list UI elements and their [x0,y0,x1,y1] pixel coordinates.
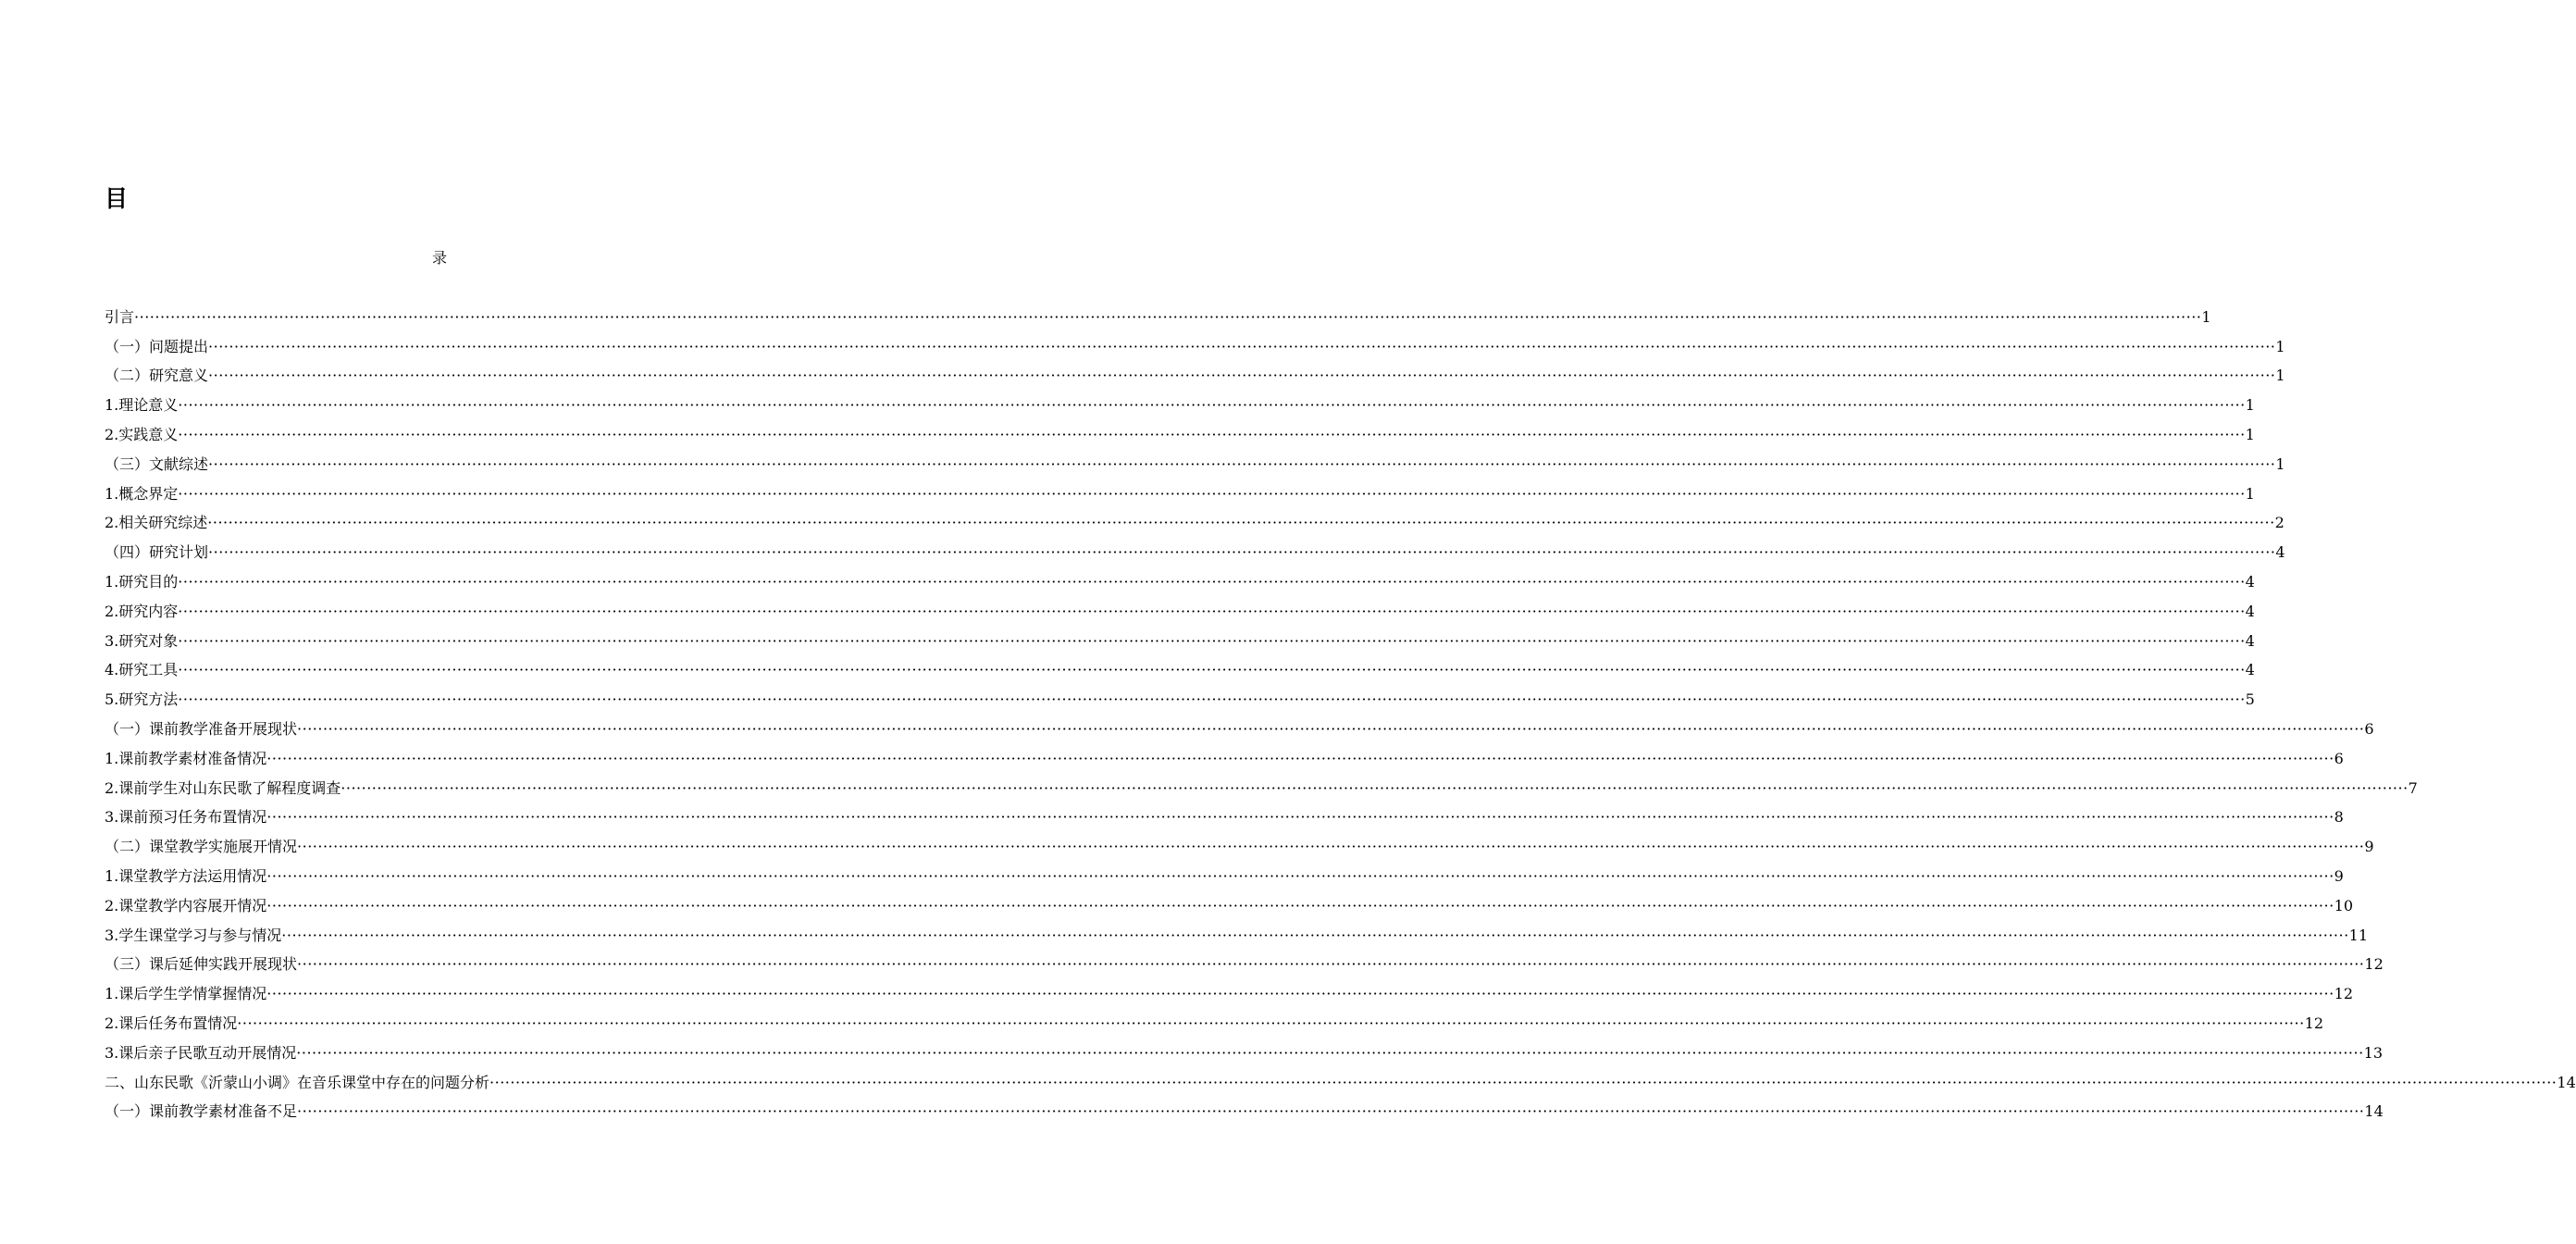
toc-entry-label: 1.研究目的 [105,572,179,591]
toc-dot-leader: ················································································································································································································································································································································································································ [266,896,2334,914]
toc-entry-page-number: 9 [2364,838,2374,856]
toc-entry-page-number: 8 [2334,808,2344,827]
toc-title-first-char: 目 [105,185,129,212]
toc-entry-label: 2.课后任务布置情况 [105,1014,238,1032]
toc-entry[interactable] [105,328,2285,357]
toc-entry[interactable] [105,857,2344,887]
toc-entry[interactable] [105,592,2255,622]
toc-entry-page-number: 11 [2348,926,2369,944]
toc-entry-label: （四）研究计划 [105,543,209,562]
toc-entry-label: （一）课前教学准备开展现状 [105,719,298,738]
toc-entry-label: 2.研究内容 [105,602,179,620]
toc-entry[interactable] [105,740,2344,769]
toc-entry-page-number: 4 [2245,661,2255,679]
table-of-contents [105,298,2576,1122]
toc-entry-page-number: 1 [2275,454,2285,473]
toc-dot-leader: ················································································································································································································································································································································································································ [178,425,2246,443]
toc-entry[interactable] [105,1064,2576,1093]
toc-entry-label: 引言 [105,307,135,326]
toc-entry-label: 1.理论意义 [105,396,179,415]
toc-entry-label: 2.相关研究综述 [105,514,208,532]
toc-dot-leader: ················································································································································································································································································································································································································ [489,1073,2557,1091]
toc-entry[interactable] [105,652,2255,681]
toc-dot-leader: ················································································································································································································································································································································································································ [297,719,2365,738]
toc-dot-leader: ················································································································································································································································································································································································································ [296,1043,2364,1062]
toc-entry-page-number: 6 [2334,749,2344,767]
toc-entry[interactable] [105,680,2255,710]
toc-dot-leader: ················································································································································································································································································································································································································ [208,337,2276,355]
toc-dot-leader: ················································································································································································································································································································································································································ [178,396,2246,415]
toc-entry[interactable] [105,533,2285,563]
toc-entry-page-number: 5 [2245,690,2255,709]
toc-dot-leader: ················································································································································································································································································································································································································ [208,454,2276,473]
toc-dot-leader: ················································································································································································································································································································································································································ [208,367,2276,385]
toc-entry-page-number: 14 [2557,1073,2576,1091]
toc-entry-label: 5.研究方法 [105,690,179,709]
toc-entry[interactable] [105,1093,2384,1123]
toc-entry-page-number: 12 [2364,955,2384,974]
toc-entry[interactable] [105,1034,2384,1064]
toc-entry-label: 2.实践意义 [105,425,179,443]
toc-entry-page-number: 1 [2201,307,2211,326]
toc-entry[interactable] [105,946,2384,976]
toc-entry-label: 2.课堂教学内容展开情况 [105,896,267,914]
toc-dot-leader: ················································································································································································································································································································································································································ [266,749,2334,767]
toc-dot-leader: ················································································································································································································································································································································································································ [297,838,2365,856]
toc-entry-page-number: 14 [2364,1102,2384,1121]
toc-entry-page-number: 12 [2304,1014,2324,1032]
toc-entry-page-number: 9 [2334,866,2344,885]
toc-dot-leader: ················································································································································································································································································································································································································ [178,602,2246,620]
toc-entry[interactable] [105,357,2285,387]
toc-entry-label: （一）问题提出 [105,337,209,355]
toc-entry-page-number: 1 [2275,367,2285,385]
toc-entry-page-number: 2 [2274,514,2285,532]
toc-entry-page-number: 1 [2275,337,2285,355]
toc-entry-label: 4.研究工具 [105,661,179,679]
toc-entry[interactable] [105,916,2369,946]
toc-entry[interactable] [105,799,2344,828]
toc-entry-page-number: 6 [2364,719,2374,738]
toc-entry[interactable] [105,975,2354,1004]
toc-entry-label: 1.课后学生学情掌握情况 [105,985,267,1003]
toc-entry-label: 3.研究对象 [105,631,179,650]
toc-entry-page-number: 10 [2334,896,2354,914]
toc-dot-leader: ················································································································································································································································································································································································································ [178,661,2246,679]
toc-dot-leader: ················································································································································································································································································································································································································ [281,926,2349,944]
toc-dot-leader: ················································································································································································································································································································································································································ [266,985,2334,1003]
toc-entry-label: 1.课堂教学方法运用情况 [105,866,267,885]
toc-dot-leader: ················································································································································································································································································································································································································ [237,1014,2305,1032]
toc-entry[interactable] [105,475,2255,504]
toc-dot-leader: ················································································································································································································································································································································································································ [297,955,2365,974]
toc-dot-leader: ················································································································································································································································································································································································································ [266,866,2334,885]
toc-entry[interactable] [105,416,2255,445]
toc-dot-leader: ················································································································································································································································································································································································································ [208,543,2276,562]
toc-entry-page-number: 12 [2334,985,2354,1003]
toc-entry-label: 3.课前预习任务布置情况 [105,808,267,827]
toc-entry[interactable] [105,769,2418,799]
toc-entry[interactable] [105,710,2374,740]
toc-entry[interactable] [105,887,2354,916]
toc-entry[interactable] [105,445,2285,475]
toc-entry-page-number: 4 [2245,631,2255,650]
toc-entry[interactable] [105,298,2211,328]
toc-entry-page-number: 4 [2245,602,2255,620]
toc-dot-leader: ················································································································································································································································································································································································································ [266,808,2334,827]
toc-entry-page-number: 1 [2245,396,2255,415]
toc-entry-label: 2.课前学生对山东民歌了解程度调查 [105,778,341,797]
toc-entry-label: 3.课后亲子民歌互动开展情况 [105,1043,297,1062]
toc-entry[interactable] [105,827,2374,857]
toc-entry-label: （三）课后延伸实践开展现状 [105,955,298,974]
toc-dot-leader: ················································································································································································································································································································································································································ [178,631,2246,650]
toc-dot-leader: ················································································································································································································································································································································································································ [134,307,2202,326]
toc-entry-label: （二）研究意义 [105,367,209,385]
toc-entry-page-number: 1 [2245,425,2255,443]
toc-title-second-char: 录 [431,249,447,267]
toc-entry[interactable] [105,622,2255,652]
toc-entry-label: （一）课前教学素材准备不足 [105,1102,298,1121]
toc-entry[interactable] [105,563,2255,592]
toc-entry-page-number: 4 [2275,543,2285,562]
toc-dot-leader: ················································································································································································································································································································································································································ [341,778,2409,797]
toc-entry-page-number: 13 [2363,1043,2384,1062]
toc-dot-leader: ················································································································································································································································································································································································································ [207,514,2275,532]
toc-dot-leader: ················································································································································································································································································································································································································ [178,484,2246,503]
toc-entry-page-number: 1 [2245,484,2255,503]
toc-entry-label: （二）课堂教学实施展开情况 [105,838,298,856]
toc-entry-label: 3.学生课堂学习与参与情况 [105,926,282,944]
toc-dot-leader: ················································································································································································································································································································································································································ [297,1102,2365,1121]
toc-dot-leader: ················································································································································································································································································································································································································ [178,572,2246,591]
toc-entry[interactable] [105,386,2255,416]
toc-entry-page-number: 4 [2245,572,2255,591]
toc-entry-label: 1.概念界定 [105,484,179,503]
toc-entry-label: 1.课前教学素材准备情况 [105,749,267,767]
toc-entry[interactable] [105,1004,2324,1034]
toc-entry[interactable] [105,504,2285,534]
toc-entry-label: （三）文献综述 [105,454,209,473]
toc-dot-leader: ················································································································································································································································································································································································································ [178,690,2246,709]
toc-entry-label: 二、山东民歌《沂蒙山小调》在音乐课堂中存在的问题分析 [105,1073,490,1091]
toc-entry-page-number: 7 [2408,778,2418,797]
